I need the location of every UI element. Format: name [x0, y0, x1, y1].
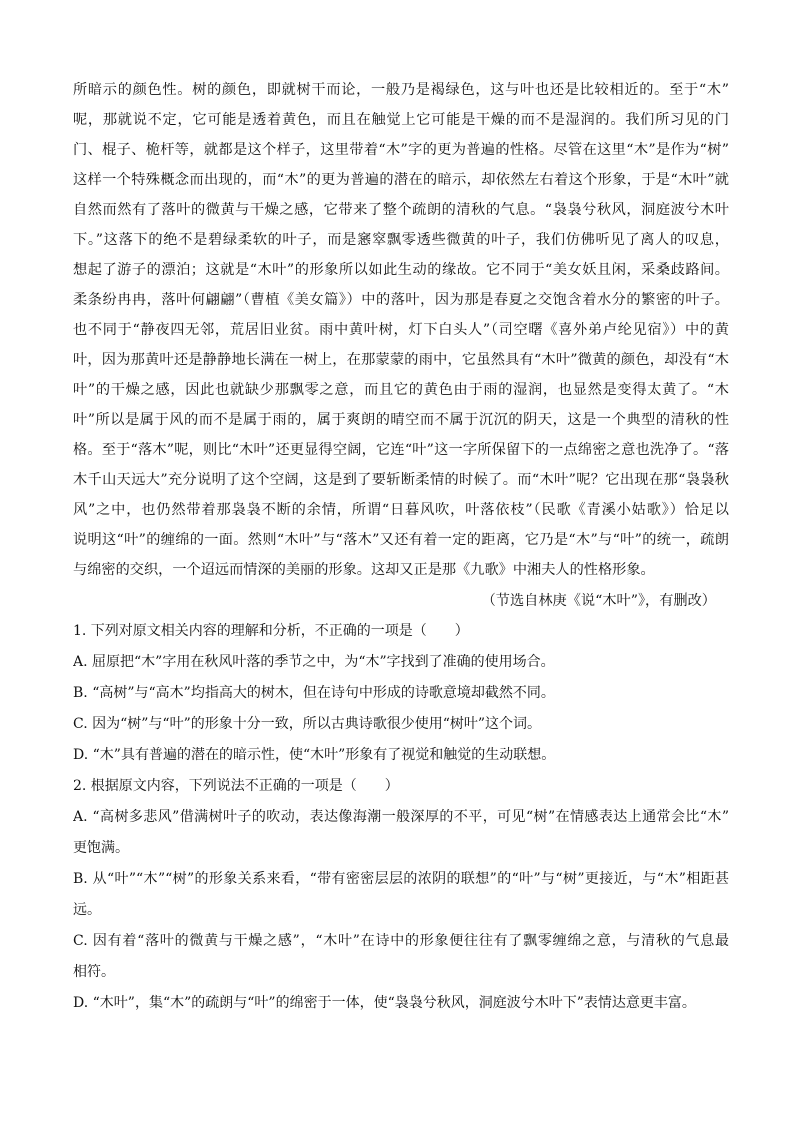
passage-line: 说明这“叶”的缠绵的一面。然则“木叶”与“落木”又还有着一定的距离，它乃是“木”与“叶”的统一，疏朗	[73, 532, 729, 548]
question-2-option-c-cont: 相符。	[73, 964, 115, 980]
question-2-option-a-cont: 更饱满。	[73, 840, 129, 856]
passage-line: 下。”这落下的绝不是碧绿柔软的叶子，而是窸窣飘零透些微黄的叶子，我们仿佛听见了离人的叹息，	[73, 232, 729, 248]
question-1-option-b: B. “高树”与“高木”均指高大的树木，但在诗句中形成的诗歌意境却截然不同。	[73, 685, 555, 701]
passage-line: 自然而然有了落叶的微黄与干燥之感，它带来了整个疏朗的清秋的气息。“袅袅兮秋风，洞庭波兮木叶	[73, 202, 729, 218]
question-2-option-c: C. 因有着“落叶的微黄与干燥之感”，“木叶”在诗中的形象便往往有了飘零缠绵之意，与清秋的气息最	[73, 933, 729, 949]
passage-line: 所暗示的颜色性。树的颜色，即就树干而论，一般乃是褐绿色，这与叶也还是比较相近的。至于“木”	[73, 82, 729, 98]
passage-line: 呢，那就说不定，它可能是透着黄色，而且在触觉上它可能是干燥的而不是湿润的。我们所习见的门	[73, 112, 729, 128]
question-1-option-c: C. 因为“树”与“叶”的形象十分一致，所以古典诗歌很少使用“树叶”这个词。	[73, 716, 542, 732]
question-2-option-d: D. “木叶”，集“木”的疏朗与“叶”的绵密于一体，使“袅袅兮秋风，洞庭波兮木叶下”表情达意更丰富。	[73, 995, 696, 1011]
passage-line: 与绵密的交织，一个迢远而情深的美丽的形象。这却又正是那《九歌》中湘夫人的性格形象。	[73, 562, 655, 578]
passage-line: 叶”所以是属于风的而不是属于雨的，属于爽朗的晴空而不属于沉沉的阴天，这是一个典型的清秋的性	[73, 412, 729, 428]
passage-line: 门、棍子、桅杆等，就都是这个样子，这里带着“木”字的更为普遍的性格。尽管在这里“木”是作为“树”	[73, 142, 729, 158]
passage-line: 柔条纷冉冉，落叶何翩翩”（曹植《美女篇》）中的落叶，因为那是春夏之交饱含着水分的繁密的叶子。	[73, 292, 729, 308]
passage-line: 叶，因为那黄叶还是静静地长满在一树上，在那蒙蒙的雨中，它虽然具有“木叶”微黄的颜色，却没有“木	[73, 352, 729, 368]
question-2-option-b-cont: 远。	[73, 902, 101, 918]
passage-line: 木千山天远大”充分说明了这个空阔，这是到了要斩断柔情的时候了。而“木叶”呢？它出现在那“袅袅秋	[73, 472, 729, 488]
question-1-option-a: A. 屈原把“木”字用在秋风叶落的季节之中，为“木”字找到了准确的使用场合。	[73, 654, 555, 670]
passage-line: 叶”的干燥之感，因此也就缺少那飘零之意，而且它的黄色由于雨的湿润，也显然是变得太黄了。“木	[73, 382, 729, 398]
passage-line: 也不同于“静夜四无邻，荒居旧业贫。雨中黄叶树，灯下白头人”（司空曙《喜外弟卢纶见宿》）中的黄	[73, 322, 729, 338]
question-1-option-d: D. “木”具有普遍的潜在的暗示性，使“木叶”形象有了视觉和触觉的生动联想。	[73, 747, 556, 763]
question-2-option-b: B. 从“叶”“木”“树”的形象关系来看，“带有密密层层的浓阴的联想”的“叶”与“树”更接近，与“木”相距甚	[73, 871, 729, 887]
passage-source: （节选自林庚《说“木叶”》，有删改）	[481, 593, 716, 609]
passage-line: 想起了游子的漂泊；这就是“木叶”的形象所以如此生动的缘故。它不同于“美女妖且闲，采桑歧路间。	[73, 262, 729, 278]
question-2-option-a: A. “高树多悲风”借满树叶子的吹动，表达像海潮一般深厚的不平，可见“树”在情感表达上通常会比“木”	[73, 809, 729, 825]
question-1-stem: 1. 下列对原文相关内容的理解和分析，不正确的一项是（ ）	[73, 623, 469, 639]
passage-line: 风”之中，也仍然带着那袅袅不断的余情，所谓“日暮风吹，叶落依枝”（民歌《青溪小姑歌》）恰足以	[73, 502, 729, 518]
passage-line: 格。至于“落木”呢，则比“木叶”还更显得空阔，它连“叶”这一字所保留下的一点绵密之意也洗净了。“落	[73, 442, 729, 458]
passage-line: 这样一个特殊概念而出现的，而“木”的更为普遍的潜在的暗示，却依然左右着这个形象，于是“木叶”就	[73, 172, 729, 188]
question-2-stem: 2. 根据原文内容，下列说法不正确的一项是（ ）	[73, 778, 399, 794]
